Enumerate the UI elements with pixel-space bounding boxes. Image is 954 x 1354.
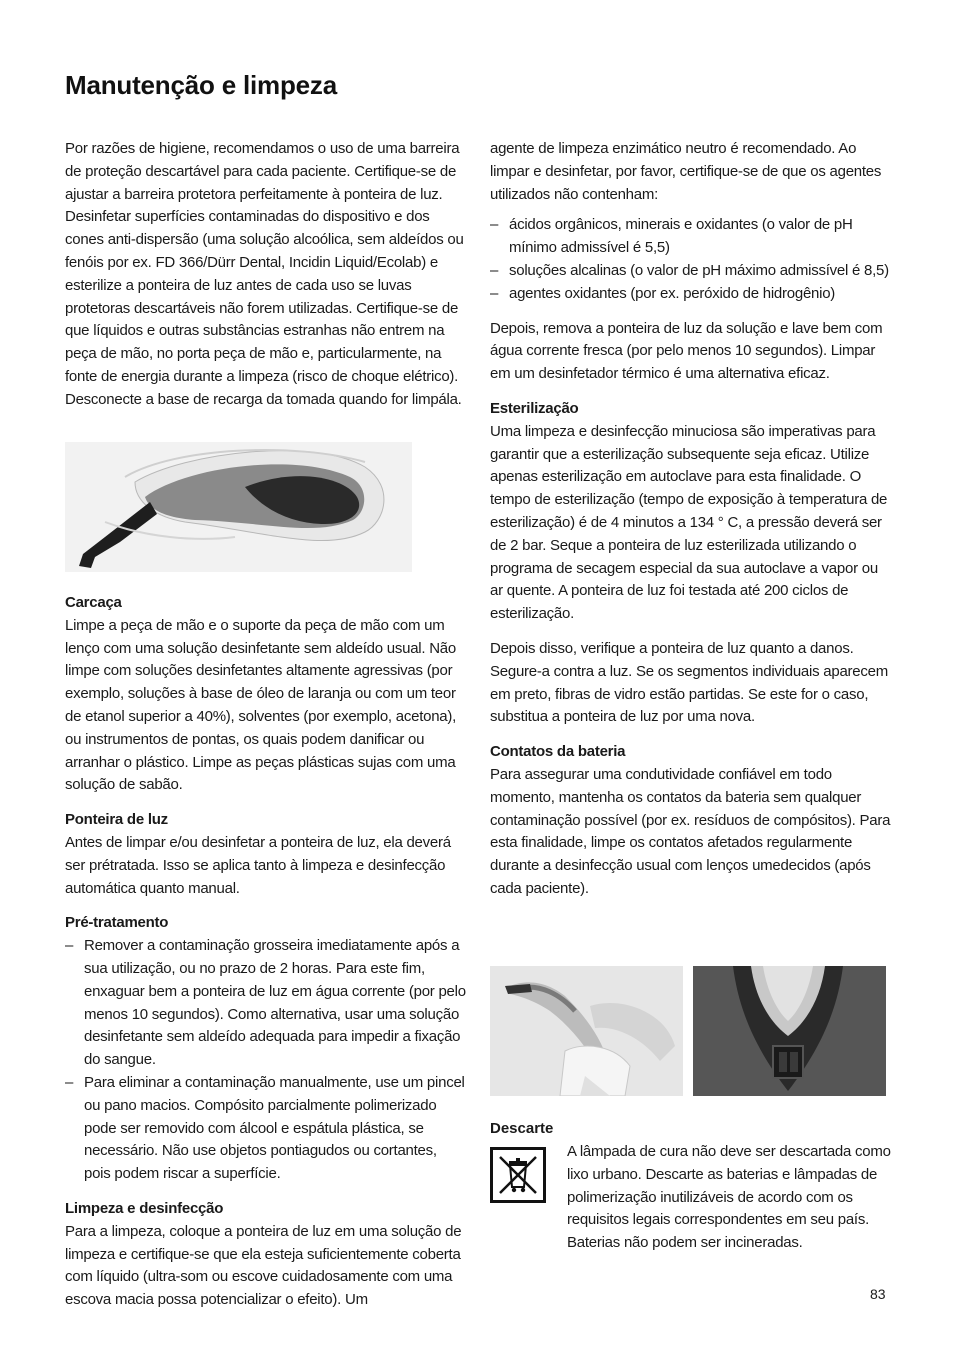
intro-paragraph: Por razões de higiene, recomendamos o uso de uma barreira de proteção descartável para cada paciente. Certifique-se de ajustar a barreira protetora perfeitamente à ponteira de luz. Desinfetar superfícies contaminadas do dispositivo e dos cones anti-dispersão (uma solução alcoólica, sem aldeídos ou fenóis por ex. FD 366/Dürr Dental, Incidin Liquid/Ecolab) e esterilize a ponteira de luz antes de cada uso se luvas protetoras descartáveis não forem utilizadas. Certifique-se de que líquidos e outras substâncias estranhas não entrem na peça de mão, no porta peça de mão e, particularmente, na fonte de energia durante a limpeza (risco de choque elétrico). Desconecte a base de recarga da tomada quando for limpála.: [65, 140, 464, 408]
left-column-sections: [65, 592, 467, 1324]
page-title: Manutenção e limpeza: [65, 70, 337, 100]
section-ponteira: [65, 809, 467, 900]
handpiece-barrier-photo: [65, 442, 412, 572]
section-text: Antes de limpar e/ou desinfetar a ponteira de luz, ela deverá ser prétratada. Isso se aplica tanto à limpeza e desinfecção automática quanto manual.: [65, 833, 451, 897]
section-heading: Ponteira de luz: [65, 811, 168, 829]
pretreatment-list: [65, 935, 467, 1186]
list-item: – soluções alcalinas (o valor de pH máximo admissível é 8,5): [490, 260, 892, 283]
disposal-heading: Descarte: [490, 1120, 554, 1137]
section-text: Uma limpeza e desinfecção minuciosa são imperativas para garantir que a esterilização subsequente seja eficaz. Utilize apenas esterilização em autoclave para esta finalidade. O tempo de esterilização (tempo de exposição à temperatura de esterilização) é de 4 minutos a 134 ° C, a pressão deverá ser de 2 bar. Seque a ponteira de luz esterilizada utilizando o programa de secagem especial da sua autoclave a vapor ou ar quente. A ponteira de luz foi testada até 200 ciclos de: [490, 422, 888, 600]
section-heading: Pré-tratamento: [65, 914, 169, 932]
section-text: Para a limpeza, coloque a ponteira de luz em uma solução de limpeza e certifique-se que ela esteja suficientemente coberta com líquido (ultra-som ou escove cuidadosamente com uma escova macia possa potencializar o efeito). Um: [65, 1222, 462, 1309]
section-carcaca: [65, 592, 467, 797]
left-column: [65, 138, 467, 424]
section-heading: Contatos da bateria: [490, 743, 626, 761]
crossed-out-wheelie-bin-icon: [490, 1147, 546, 1203]
continued-paragraph: agente de limpeza enzimático neutro é recomendado. Ao limpar e desinfetar, por favor, certifique-se de que os agentes utilizados não contenham:: [490, 140, 882, 203]
inspection-paragraph: Depois disso, verifique a ponteira de luz quanto a danos. Segure-a contra a luz. Se os segmentos individuais aparecem em preto, fibras de vidro estão partidas. Se este for o caso, substitua a ponteira de luz por uma nova.: [490, 639, 888, 726]
disposal-text: A lâmpada de cura não deve ser descartada como lixo urbano. Descarte as baterias e lâmpadas de polimerização inutilizáveis de acordo com os requisitos legais correspondentes em seu país. Baterias não podem ser incineradas.: [567, 1143, 891, 1252]
section-heading: Limpeza e desinfecção: [65, 1199, 224, 1217]
right-column: [490, 138, 892, 913]
handpiece-wipe-photo: [490, 966, 683, 1096]
list-item: – Para eliminar a contaminação manualmente, use um pincel ou pano macios. Compósito parcialmente polimerizado pode ser removido com álcool e espátula plástica, se necessário. Não use objetos pontiagudos ou cortantes, pois podem riscar a superfície.: [65, 1072, 467, 1186]
section-pre-tratamento: [65, 912, 467, 1186]
section-text: Para assegurar uma condutividade confiável em todo momento, mantenha os contatos da bateria sem qualquer contaminação possível (por ex. resíduos de compósitos). Para esta finalidade, limpe os contatos afetados regularmente durante a desinfecção usual com lenços umedecidos (após cada paciente).: [490, 765, 891, 897]
agents-list: [490, 214, 892, 305]
section-text: Limpe a peça de mão e o suporte da peça de mão com um lenço com uma solução desinfetante sem aldeído usual. Não limpe com soluções desinfetantes altamente agressivas (por exemplo, soluções à base de óleo de laranja ou com um teor de etanol superior a 40%), solventes (por exemplo, acetona), ou instrumentos de pontas, os quais podem danificar ou arranhar o plástico. Limpe as peças plásticas sujas com uma solução de sabão.: [65, 616, 457, 794]
section-heading: Carcaça: [65, 594, 122, 611]
section-bateria: [490, 741, 892, 901]
section-esterilizacao: [490, 398, 892, 626]
rinse-paragraph: Depois, remova a ponteira de luz da solução e lave bem com água corrente fresca (por pelo menos 10 segundos). Limpar em um desinfetador térmico é uma alternativa eficaz.: [490, 319, 883, 383]
section-text-end: esterilização.: [490, 605, 575, 623]
page-number: 83: [870, 1286, 886, 1302]
section-heading: Esterilização: [490, 399, 579, 417]
list-item: – Remover a contaminação grosseira imediatamente após a sua utilização, ou no prazo de 2 horas. Para este fim, enxaguar bem a ponteira de luz em água corrente (por pelo menos 10 segundos). Como alternativa, usar uma solução desinfetante sem aldeído adequada para impedir a fixação do sangue.: [65, 935, 467, 1072]
battery-contacts-photo: [693, 966, 886, 1096]
list-item: – ácidos orgânicos, minerais e oxidantes (o valor de pH mínimo admissível é 5,5): [490, 214, 892, 260]
list-item: – agentes oxidantes (por ex. peróxido de hidrogênio): [490, 283, 892, 306]
section-limpeza: [65, 1198, 467, 1312]
